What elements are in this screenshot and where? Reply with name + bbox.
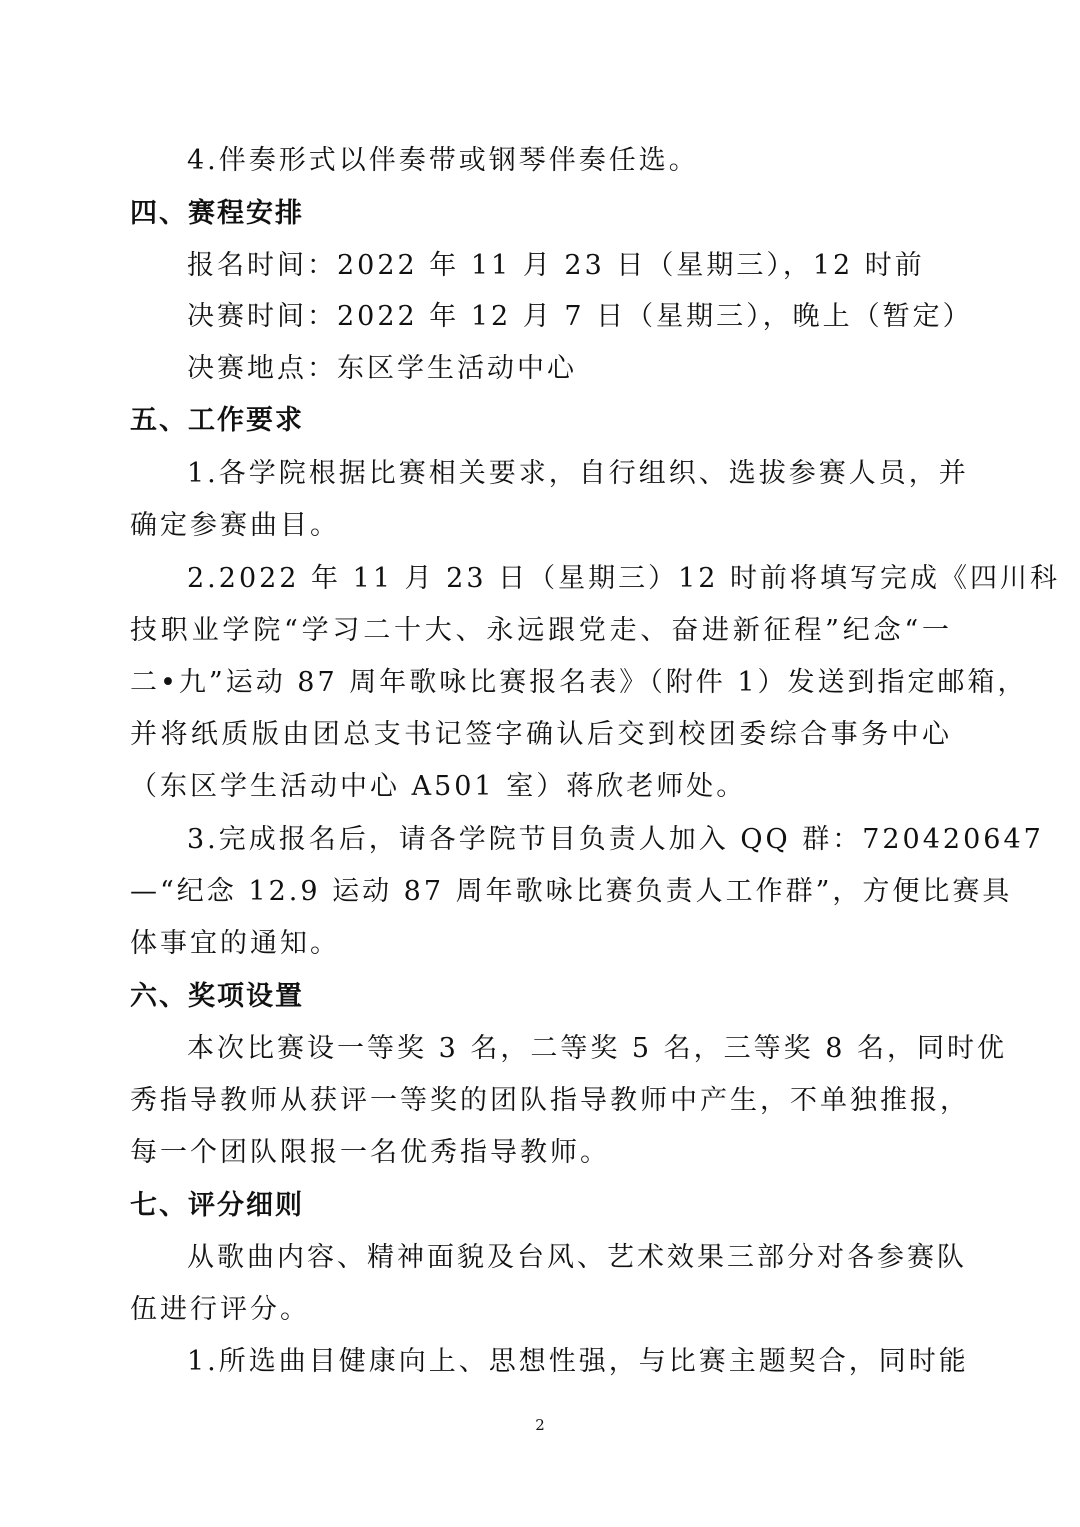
accompaniment-item: 4.伴奏形式以伴奏带或钢琴伴奏任选。 [187, 145, 699, 176]
requirement-1-line: 确定参赛曲目。 [130, 510, 340, 541]
section-heading-scoring: 七、评分细则 [130, 1190, 304, 1221]
final-time: 决赛时间：2022 年 12 月 7 日（星期三），晚上（暂定） [187, 301, 973, 332]
awards-paragraph-line: 本次比赛设一等奖 3 名，二等奖 5 名，三等奖 8 名，同时优 [187, 1033, 1008, 1064]
section-heading-schedule: 四、赛程安排 [130, 198, 304, 229]
section-heading-awards: 六、奖项设置 [130, 981, 304, 1012]
final-location: 决赛地点：东区学生活动中心 [187, 353, 577, 384]
requirement-3-line: 3.完成报名后，请各学院节目负责人加入 QQ 群：720420647 [187, 824, 1044, 855]
page-number: 2 [535, 1416, 545, 1434]
scoring-intro-line: 伍进行评分。 [130, 1294, 310, 1325]
scoring-intro-line: 从歌曲内容、精神面貌及台风、艺术效果三部分对各参赛队 [187, 1242, 967, 1273]
awards-paragraph-line: 每一个团队限报一名优秀指导教师。 [130, 1137, 610, 1168]
awards-paragraph-line: 秀指导教师从获评一等奖的团队指导教师中产生，不单独推报， [130, 1085, 970, 1116]
requirement-3-line: 体事宜的通知。 [130, 928, 340, 959]
requirement-2-line: 技职业学院“学习二十大、永远跟党走、奋进新征程”纪念“一 [130, 615, 952, 646]
requirement-2-line: 并将纸质版由团总支书记签字确认后交到校团委综合事务中心 [130, 719, 952, 750]
section-heading-requirements: 五、工作要求 [130, 405, 304, 436]
scoring-item-1: 1.所选曲目健康向上、思想性强，与比赛主题契合，同时能 [187, 1346, 969, 1377]
requirement-2-line: （东区学生活动中心 A501 室）蒋欣老师处。 [130, 771, 747, 802]
requirement-3-line: —“纪念 12.9 运动 87 周年歌咏比赛负责人工作群”，方便比赛具 [130, 876, 1013, 907]
requirement-1-line: 1.各学院根据比赛相关要求，自行组织、选拔参赛人员，并 [187, 458, 969, 489]
requirement-2-line: 2.2022 年 11 月 23 日（星期三）12 时前将填写完成《四川科 [187, 563, 1061, 594]
requirement-2-line: 二•九”运动 87 周年歌咏比赛报名表》（附件 1）发送到指定邮箱， [130, 667, 1028, 698]
registration-time: 报名时间：2022 年 11 月 23 日（星期三），12 时前 [187, 250, 925, 281]
